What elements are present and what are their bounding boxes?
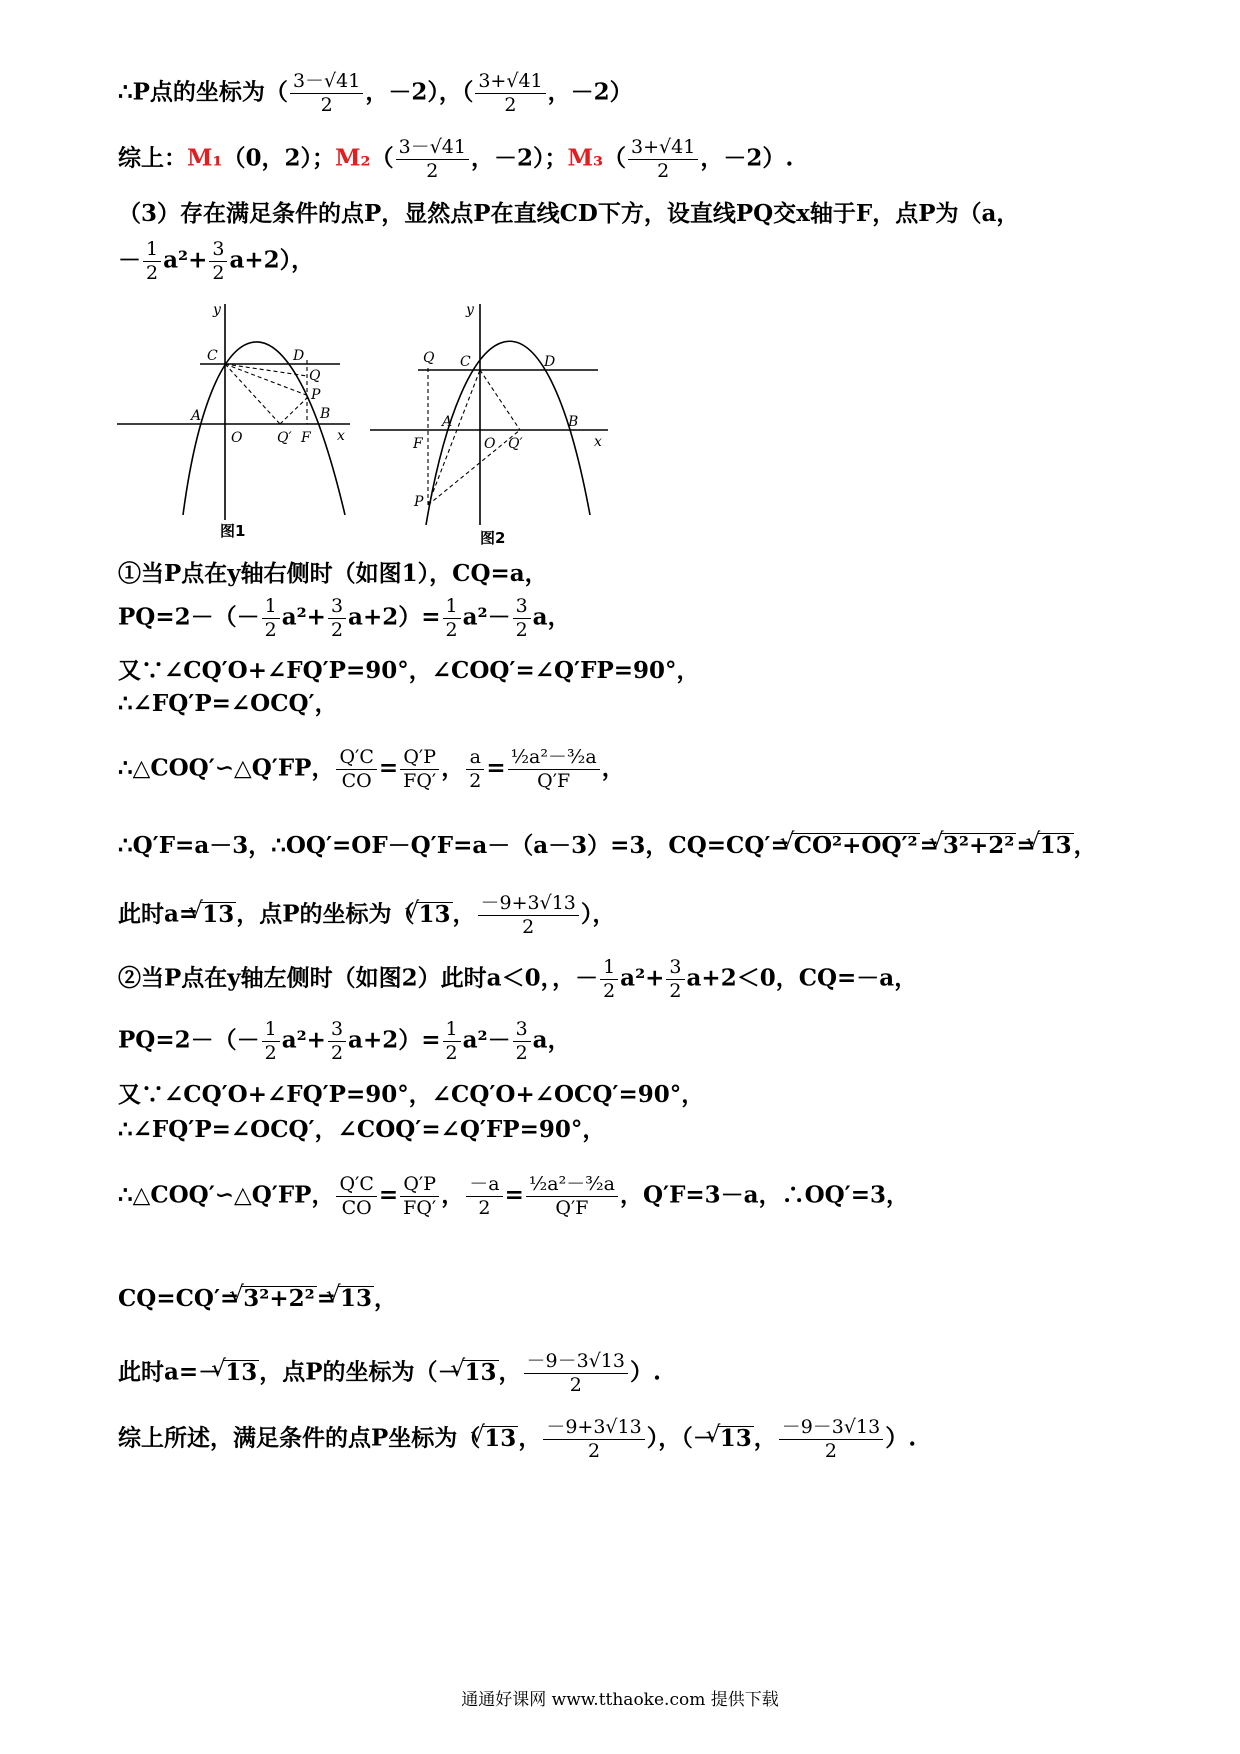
- sqrt: √ 13: [463, 1360, 499, 1384]
- fraction: $\frac{-9+3√13}{2}$: [478, 894, 579, 937]
- line-3: （3）存在满足条件的点P，显然点P在直线CD下方，设直线PQ交x轴于F，点P为（a，: [118, 200, 1020, 227]
- fig1-label-y: y: [213, 302, 221, 318]
- fig2-label-o: O: [484, 436, 496, 452]
- fraction: $\frac{Q'P}{FQ'}$: [400, 1175, 439, 1218]
- sqrt: √ 3²+2²: [241, 1286, 316, 1310]
- line-12: ②当P点在y轴左侧时（如图2）此时a＜0，，－ $\frac{1}{2}$ a²+ $\frac{3}{2}$ a+2＜0，CQ=－a，: [118, 956, 918, 1002]
- line-6: PQ=2－（－ $\frac{1}{2}$ a²+ $\frac{3}{2}$ a+2）= $\frac{1}{2}$ a²－ $\frac{3}{2}$ a，: [118, 595, 571, 641]
- fraction: $\frac{3+√41}{2}$: [475, 72, 545, 115]
- fig2-label-p: P: [414, 494, 424, 510]
- fraction: $\frac{-9-3√13}{2}$: [524, 1352, 628, 1395]
- fig2-parabola: [426, 341, 590, 525]
- line-13: PQ=2－（－ $\frac{1}{2}$ a²+ $\frac{3}{2}$ a+2）= $\frac{1}{2}$ a²－ $\frac{3}{2}$ a，: [118, 1018, 571, 1064]
- fig1-label-d: D: [293, 348, 305, 364]
- fig1-label-b: B: [320, 406, 331, 422]
- fraction: $\frac{Q'C}{CO}$: [336, 1175, 376, 1218]
- fraction: $\frac{1}{2}$: [600, 958, 618, 1001]
- fraction: $\frac{3+√41}{2}$: [628, 138, 698, 181]
- line-14: 又∵∠CQ′O+∠FQ′P=90°，∠CQ′O+∠OCQ′=90°，: [118, 1081, 705, 1108]
- sqrt: √ 13: [417, 902, 453, 926]
- fig2-label-y: y: [466, 302, 474, 318]
- sqrt: √ 13: [718, 1426, 754, 1450]
- fig2-label-b: B: [568, 414, 579, 430]
- label-m2: M₂: [335, 144, 371, 172]
- fraction: $\frac{1}{2}$: [143, 240, 161, 283]
- fraction: $\frac{1}{2}$: [262, 1020, 280, 1063]
- line-8: ∴∠FQ′P=∠OCQ′，: [118, 690, 338, 717]
- line-17: CQ=CQ′=√ 3²+2²=√ 13，: [118, 1286, 397, 1310]
- fig2-label-f: F: [413, 436, 423, 452]
- fig1-dashed: [225, 360, 309, 424]
- line-9: ∴△COQ′∽△Q′FP， $\frac{Q'C}{CO}$ = $\frac{Q'P}{FQ'}$ ， $\frac{a}{2}$ = $\frac{\text{½a²－³⁄₂a}}{Q'F}$ ，: [118, 746, 625, 792]
- fig1-axes: [117, 304, 350, 520]
- sqrt: √ 3²+2²: [941, 833, 1016, 857]
- fig2-label-qprime: Q′: [508, 436, 523, 452]
- label-m3: M₃: [567, 144, 604, 172]
- line-15: ∴∠FQ′P=∠OCQ′，∠COQ′=∠Q′FP=90°，: [118, 1116, 606, 1143]
- footer: 通通好课网 www.tthaoke.com 提供下载: [461, 1690, 779, 1710]
- fraction: $\frac{-9-3√13}{2}$: [779, 1418, 883, 1461]
- line-4: － $\frac{1}{2}$ a²+ $\frac{3}{2}$ a+2），: [118, 238, 315, 284]
- fig1-label-x: x: [337, 428, 345, 444]
- line-10: ∴Q′F=a－3，∴OQ′=OF－Q′F=a－（a－3）=3，CQ=CQ′=√ CO²+OQ′²=√ 3²+2²=√ 13，: [118, 833, 1097, 857]
- fig1-label-qprime: Q′: [277, 430, 292, 446]
- fig1-label-o: O: [231, 430, 243, 446]
- figure-2: [368, 300, 618, 540]
- fig1-parabola: [183, 342, 345, 515]
- sqrt: √ 13: [223, 1360, 259, 1384]
- fraction: $\frac{3-√41}{2}$: [290, 72, 363, 115]
- fraction: $\frac{\text{½a²－³⁄₂a}}{Q'F}$: [526, 1175, 618, 1218]
- line-2: 综上：M₁（0，2）；M₂（ $\frac{3-√41}{2}$ ，－2）；M₃（ $\frac{3+√41}{2}$ ，－2）.: [118, 136, 794, 182]
- fig2-label-q: Q: [423, 350, 435, 366]
- fraction: $\frac{3}{2}$: [513, 1020, 531, 1063]
- fraction: $\frac{1}{2}$: [443, 597, 461, 640]
- fig2-label-x: x: [594, 434, 602, 450]
- fraction: $\frac{3-√41}{2}$: [396, 138, 469, 181]
- line-1: ∴P点的坐标为（ $\frac{3-√41}{2}$ ，－2），（ $\frac{3+√41}{2}$ ，－2）: [118, 70, 633, 116]
- fraction: $\frac{-a}{2}$: [466, 1175, 502, 1218]
- label-m1: M₁: [187, 144, 223, 172]
- fig1-label-c: C: [207, 348, 218, 364]
- fig2-label-c: C: [460, 354, 471, 370]
- fig2-label-d: D: [544, 354, 556, 370]
- figure-1: [115, 300, 355, 540]
- sqrt: √ 13: [1038, 833, 1074, 857]
- sqrt: √ CO²+OQ′²: [792, 833, 920, 857]
- fraction: $\frac{-9+3√13}{2}$: [543, 1418, 644, 1461]
- line-11: 此时a=√ 13，点P的坐标为（√ 13， $\frac{-9+3√13}{2}$ ），: [118, 894, 615, 937]
- fig1-label-a: A: [191, 408, 202, 424]
- fraction: $\frac{1}{2}$: [262, 597, 280, 640]
- fig1-label-p: P: [311, 387, 321, 403]
- fraction: $\frac{3}{2}$: [666, 958, 684, 1001]
- fig1-label-q: Q: [309, 368, 321, 384]
- fraction: $\frac{\text{½a²－³⁄₂a}}{Q'F}$: [508, 748, 600, 791]
- fig2-dashed: [428, 368, 520, 505]
- sqrt: √ 13: [200, 902, 236, 926]
- fraction: $\frac{Q'P}{FQ'}$: [400, 748, 439, 791]
- line-7: 又∵∠CQ′O+∠FQ′P=90°，∠COQ′=∠Q′FP=90°，: [118, 657, 700, 684]
- fraction: $\frac{3}{2}$: [209, 240, 227, 283]
- line-5: ①当P点在y轴右侧时（如图1），CQ=a，: [118, 560, 548, 587]
- fig1-label-f: F: [301, 430, 311, 446]
- fraction: $\frac{Q'C}{CO}$: [336, 748, 376, 791]
- line-19: 综上所述，满足条件的点P坐标为（√ 13， $\frac{-9+3√13}{2}$ ），（－√ 13， $\frac{-9-3√13}{2}$ ）.: [118, 1418, 916, 1461]
- fraction: $\frac{3}{2}$: [328, 597, 346, 640]
- line-18: 此时a=－√ 13，点P的坐标为（－√ 13， $\frac{-9-3√13}{2}$ ）.: [118, 1352, 661, 1395]
- fraction: $\frac{3}{2}$: [328, 1020, 346, 1063]
- fig2-label-a: A: [442, 414, 453, 430]
- sqrt: √ 13: [338, 1286, 374, 1310]
- sqrt: √ 13: [482, 1426, 518, 1450]
- fraction: $\frac{3}{2}$: [513, 597, 531, 640]
- figure-1-caption: 图1: [220, 522, 246, 540]
- figure-2-caption: 图2: [480, 529, 506, 547]
- fraction: $\frac{1}{2}$: [443, 1020, 461, 1063]
- fraction: $\frac{a}{2}$: [466, 748, 484, 791]
- line-16: ∴△COQ′∽△Q′FP， $\frac{Q'C}{CO}$ = $\frac{Q'P}{FQ'}$ ， $\frac{-a}{2}$ = $\frac{\text{½a²－³⁄₂a}}{Q'F}$ ，Q′F=3－a，∴OQ′=3，: [118, 1173, 909, 1219]
